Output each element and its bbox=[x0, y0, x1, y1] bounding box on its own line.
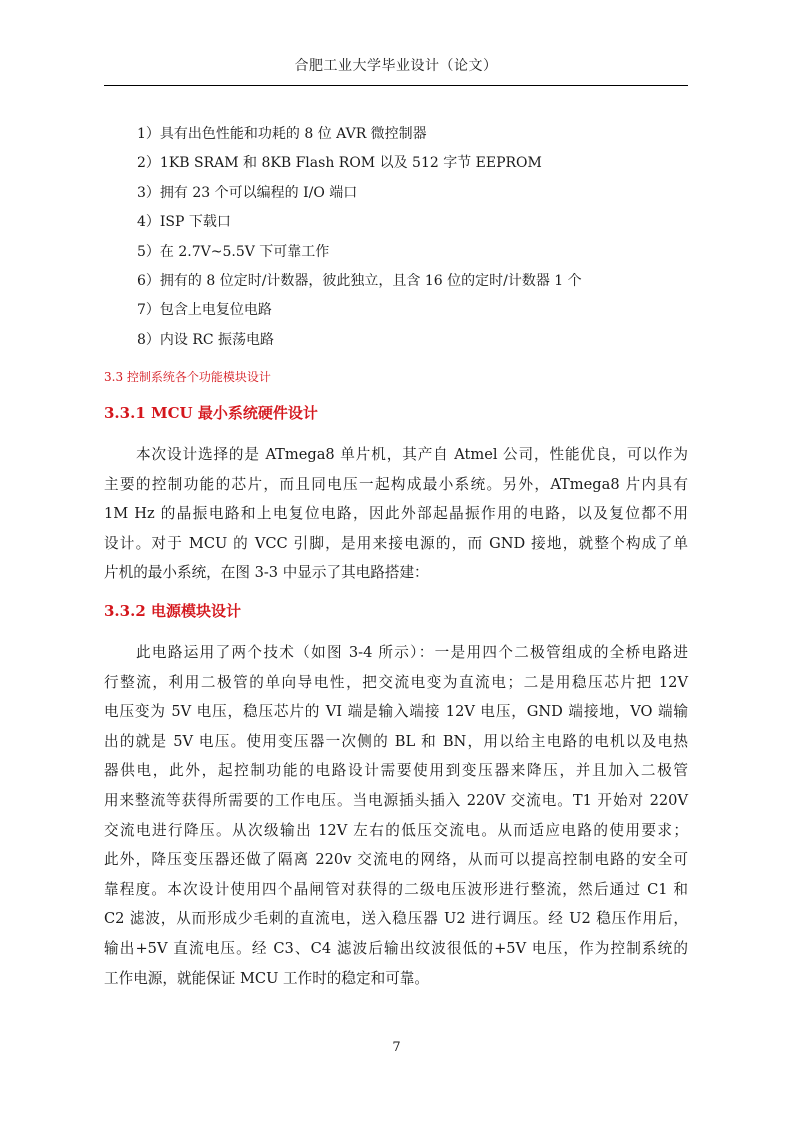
paragraph-line: 电压变为 5V 电压，稳压芯片的 VI 端是输入端接 12V 电压，GND 端接地，VO 端输 bbox=[104, 703, 688, 721]
paragraph-line: 此外，降压变压器还做了隔离 220v 交流电的网络，从而可以提高控制电路的安全可 bbox=[104, 851, 688, 869]
list-item: 1）具有出色性能和功耗的 8 位 AVR 微控制器 bbox=[137, 126, 427, 142]
paragraph-line: C2 滤波，从而形成少毛刺的直流电，送入稳压器 U2 进行调压。经 U2 稳压作用后， bbox=[104, 910, 688, 928]
list-item: 6）拥有的 8 位定时/计数器，彼此独立，且含 16 位的定时/计数器 1 个 bbox=[137, 272, 582, 289]
header-divider bbox=[104, 85, 688, 86]
paragraph-line: 用来整流等获得所需要的工作电压。当电源插头插入 220V 交流电。T1 开始对 220V bbox=[104, 791, 688, 809]
section-heading-3-3: 3.3 控制系统各个功能模块设计 bbox=[104, 370, 271, 384]
paragraph-line: 本次设计选择的是 ATmega8 单片机，其产自 Atmel 公司，性能优良，可以作为 bbox=[136, 446, 688, 463]
paragraph-line: 工作电源，就能保证 MCU 工作时的稳定和可靠。 bbox=[104, 969, 429, 987]
paragraph-line: 交流电进行降压。从次级输出 12V 左右的低压交流电。从而适应电路的使用要求； bbox=[104, 821, 688, 839]
paragraph-line: 1M Hz 的晶振电路和上电复位电路，因此外部起晶振作用的电路，以及复位都不用 bbox=[104, 505, 688, 523]
paragraph-mcu-minimum-system bbox=[104, 440, 688, 588]
paragraph-line: 主要的控制功能的芯片，而且同电压一起构成最小系统。另外，ATmega8 片内具有 bbox=[104, 475, 688, 493]
page-number: 7 bbox=[392, 1040, 401, 1055]
paragraph-power-module bbox=[104, 638, 688, 993]
list-item: 8）内设 RC 振荡电路 bbox=[137, 331, 275, 348]
paragraph-line: 设计。对于 MCU 的 VCC 引脚，是用来接电源的，而 GND 接地，就整个构成了单 bbox=[104, 534, 688, 552]
paragraph-line: 输出+5V 直流电压。经 C3、C4 滤波后输出纹波很低的+5V 电压，作为控制系统的 bbox=[104, 939, 688, 957]
list-item: 2）1KB SRAM 和 8KB Flash ROM 以及 512 字节 EEPROM bbox=[137, 155, 542, 172]
list-item: 7）包含上电复位电路 bbox=[137, 302, 272, 319]
paragraph-line: 此电路运用了两个技术（如图 3-4 所示）：一是用四个二极管组成的全桥电路进 bbox=[136, 644, 688, 661]
section-heading-3-3-2: 3.3.2 电源模块设计 bbox=[104, 602, 241, 620]
list-item: 4）ISP 下载口 bbox=[137, 214, 231, 231]
section-heading-3-3-1: 3.3.1 MCU 最小系统硬件设计 bbox=[104, 404, 318, 422]
paragraph-line: 靠程度。本次设计使用四个晶闸管对获得的二级电压波形进行整流，然后通过 C1 和 bbox=[104, 880, 688, 898]
page-header-title: 合肥工业大学毕业设计（论文） bbox=[294, 58, 498, 74]
feature-list bbox=[137, 120, 697, 355]
paragraph-line: 片机的最小系统，在图 3-3 中显示了其电路搭建： bbox=[104, 564, 429, 582]
list-item: 3）拥有 23 个可以编程的 I/O 端口 bbox=[137, 184, 358, 201]
paragraph-line: 行整流，利用二极管的单向导电性，把交流电变为直流电；二是用稳压芯片把 12V bbox=[104, 673, 688, 691]
paragraph-line: 器供电，此外，起控制功能的电路设计需要使用到变压器来降压，并且加入二极管 bbox=[104, 762, 688, 780]
paragraph-line: 出的就是 5V 电压。使用变压器一次侧的 BL 和 BN，用以给主电路的电机以及电热 bbox=[104, 732, 688, 750]
list-item: 5）在 2.7V~5.5V 下可靠工作 bbox=[137, 243, 330, 260]
